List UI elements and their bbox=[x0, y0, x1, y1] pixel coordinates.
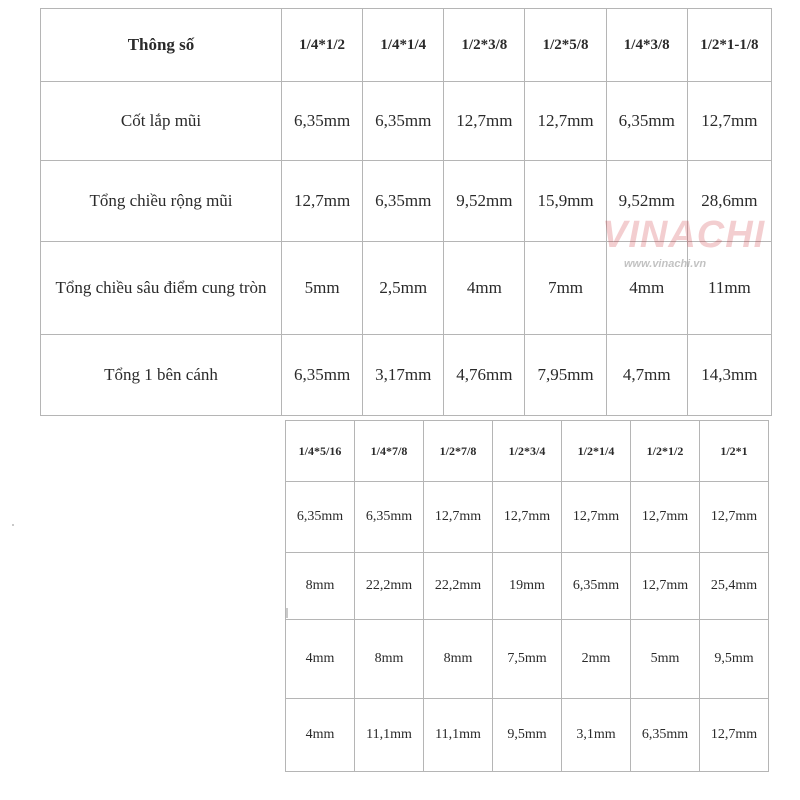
row-label: Tổng 1 bên cánh bbox=[41, 335, 282, 416]
table-cell: 5mm bbox=[631, 620, 700, 699]
column-header: 1/2*1/4 bbox=[562, 421, 631, 482]
table-cell: 12,7mm bbox=[687, 82, 771, 161]
table-cell: 8mm bbox=[355, 620, 424, 699]
row-label: Cốt lắp mũi bbox=[41, 82, 282, 161]
table-row bbox=[286, 553, 769, 620]
table-cell: 6,35mm bbox=[282, 335, 363, 416]
table-cell: 2mm bbox=[562, 620, 631, 699]
table-cell: 15,9mm bbox=[525, 161, 606, 242]
column-header: 1/2*1 bbox=[700, 421, 769, 482]
column-header: 1/2*3/4 bbox=[493, 421, 562, 482]
column-header: 1/2*1/2 bbox=[631, 421, 700, 482]
table-cell: 3,17mm bbox=[363, 335, 444, 416]
table-cell: 12,7mm bbox=[562, 482, 631, 553]
table-cell: 12,7mm bbox=[282, 161, 363, 242]
column-header: 1/4*7/8 bbox=[355, 421, 424, 482]
header-label-cell: Thông số bbox=[41, 9, 282, 82]
table-cell: 8mm bbox=[286, 553, 355, 620]
table-cell: 4,7mm bbox=[606, 335, 687, 416]
table-cell: 8mm bbox=[424, 620, 493, 699]
stray-mark bbox=[286, 608, 288, 618]
table-cell: 19mm bbox=[493, 553, 562, 620]
table-cell: 22,2mm bbox=[355, 553, 424, 620]
table-cell: 12,7mm bbox=[631, 553, 700, 620]
table-row bbox=[286, 620, 769, 699]
table-cell: 5mm bbox=[282, 242, 363, 335]
table-cell: 11,1mm bbox=[355, 699, 424, 772]
table-cell: 12,7mm bbox=[424, 482, 493, 553]
table-cell: 4mm bbox=[286, 699, 355, 772]
row-label: Tổng chiều sâu điểm cung tròn bbox=[41, 242, 282, 335]
table-cell: 6,35mm bbox=[363, 82, 444, 161]
table-cell: 12,7mm bbox=[700, 699, 769, 772]
table-row bbox=[41, 161, 772, 242]
table-cell: 6,35mm bbox=[355, 482, 424, 553]
table-cell: 4mm bbox=[606, 242, 687, 335]
watermark-logo: VINACHI bbox=[602, 214, 766, 256]
table-cell: 9,52mm bbox=[606, 161, 687, 242]
table-row bbox=[286, 482, 769, 553]
table-header-row bbox=[286, 421, 769, 482]
table-cell: 6,35mm bbox=[606, 82, 687, 161]
column-header: 1/2*3/8 bbox=[444, 9, 525, 82]
table-cell: 3,1mm bbox=[562, 699, 631, 772]
table-cell: 9,5mm bbox=[700, 620, 769, 699]
table-cell: 12,7mm bbox=[631, 482, 700, 553]
table-cell: 12,7mm bbox=[700, 482, 769, 553]
table-cell: 12,7mm bbox=[444, 82, 525, 161]
table-cell: 6,35mm bbox=[282, 82, 363, 161]
table-cell: 9,52mm bbox=[444, 161, 525, 242]
column-header: 1/2*1-1/8 bbox=[687, 9, 771, 82]
table-cell: 22,2mm bbox=[424, 553, 493, 620]
column-header: 1/4*1/4 bbox=[363, 9, 444, 82]
table-cell: 12,7mm bbox=[525, 82, 606, 161]
table-cell: 11,1mm bbox=[424, 699, 493, 772]
table-header-row bbox=[41, 9, 772, 82]
column-header: 1/2*7/8 bbox=[424, 421, 493, 482]
table-cell: 2,5mm bbox=[363, 242, 444, 335]
table-cell: 6,35mm bbox=[631, 699, 700, 772]
table-row bbox=[41, 335, 772, 416]
column-header: 1/4*3/8 bbox=[606, 9, 687, 82]
table-cell: 4,76mm bbox=[444, 335, 525, 416]
table-cell: 28,6mm bbox=[687, 161, 771, 242]
row-label: Tổng chiều rộng mũi bbox=[41, 161, 282, 242]
table-row bbox=[41, 242, 772, 335]
table-cell: 4mm bbox=[286, 620, 355, 699]
column-header: 1/4*5/16 bbox=[286, 421, 355, 482]
spec-table-bottom bbox=[285, 420, 769, 772]
table-cell: 7,95mm bbox=[525, 335, 606, 416]
table-cell: 6,35mm bbox=[562, 553, 631, 620]
watermark-url: www.vinachi.vn bbox=[624, 258, 707, 270]
table-cell: 12,7mm bbox=[493, 482, 562, 553]
table-row bbox=[286, 699, 769, 772]
table-cell: 7,5mm bbox=[493, 620, 562, 699]
table-cell: 6,35mm bbox=[363, 161, 444, 242]
stray-mark bbox=[12, 524, 14, 526]
column-header: 1/2*5/8 bbox=[525, 9, 606, 82]
table-cell: 11mm bbox=[687, 242, 771, 335]
table-cell: 14,3mm bbox=[687, 335, 771, 416]
spec-table-top bbox=[40, 8, 772, 416]
column-header: 1/4*1/2 bbox=[282, 9, 363, 82]
table-cell: 25,4mm bbox=[700, 553, 769, 620]
table-cell: 9,5mm bbox=[493, 699, 562, 772]
table-cell: 4mm bbox=[444, 242, 525, 335]
table-row bbox=[41, 82, 772, 161]
table-cell: 6,35mm bbox=[286, 482, 355, 553]
table-cell: 7mm bbox=[525, 242, 606, 335]
